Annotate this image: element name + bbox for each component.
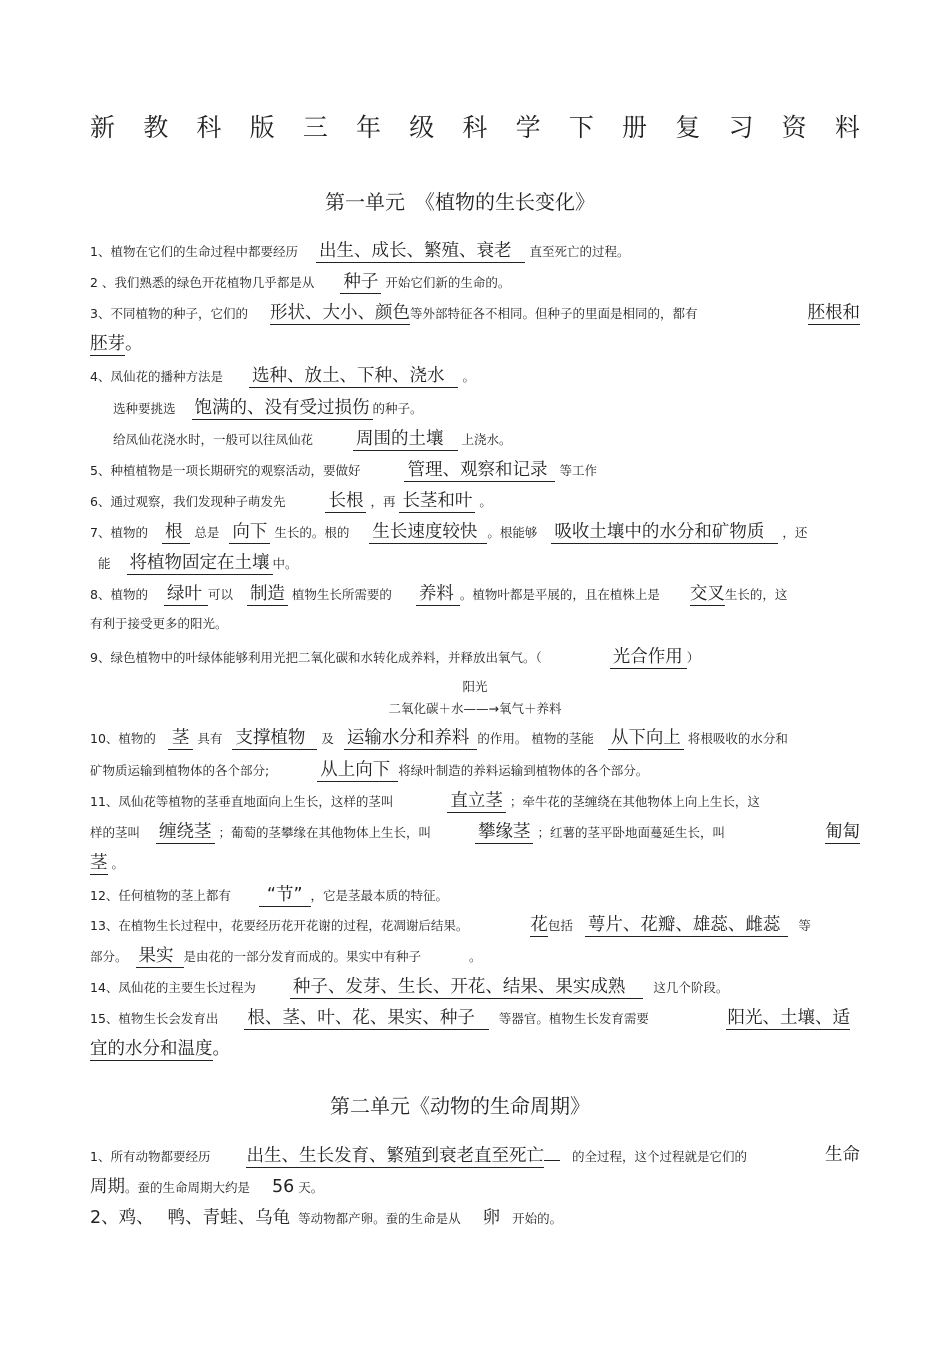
text: 开始的。 <box>512 1211 563 1226</box>
text: 选种要挑选 <box>113 401 176 416</box>
title-char: 料 <box>834 113 860 142</box>
answer-blank: 管理、观察和记录 <box>404 459 555 482</box>
title-char: 习 <box>728 113 754 142</box>
unit1-item-7 <box>90 521 807 544</box>
text: 11、凤仙花等植物的茎垂直地面向上生长，这样的茎叫 <box>90 794 394 809</box>
formula-condition: 阳光 <box>462 679 488 694</box>
text: 等 <box>798 918 811 933</box>
text: 这几个阶段。 <box>653 980 729 995</box>
text: 生长的，这 <box>724 587 788 602</box>
unit1-item-11 <box>90 790 760 813</box>
unit1-item-2 <box>90 271 510 294</box>
title-char: 级 <box>409 113 435 142</box>
text: 5、种植植物是一项长期研究的观察活动，要做好 <box>90 463 361 478</box>
answer-blank: 光合作用 <box>610 646 687 669</box>
text: 。 <box>125 334 143 354</box>
answer-blank: 支撑植物 <box>232 727 317 750</box>
text: 给凤仙花浇水时，一般可以往凤仙花 <box>113 432 314 447</box>
answer-blank: 胚根和 <box>807 303 860 323</box>
title-char: 学 <box>515 113 541 142</box>
unit1-item-14 <box>90 976 728 999</box>
text: 的种子。 <box>372 401 423 416</box>
text: 生长的。根的 <box>274 525 350 540</box>
text: ；红薯的茎平卧地面蔓延生长，叫 <box>537 825 725 840</box>
answer-blank: 选种、放土、下种、浇水 <box>249 365 459 388</box>
answer-blank: 宜的水分和温度 <box>90 1039 213 1059</box>
title-char: 科 <box>196 113 222 142</box>
answer-blank: 养料 <box>416 583 460 606</box>
text: 是由花的一部分发育而成的。果实中有种子 <box>183 949 422 964</box>
unit2-item-1-cont <box>90 1177 323 1198</box>
answer: 周期 <box>90 1177 125 1197</box>
unit1-item-11-cont <box>90 821 860 844</box>
answer-blank: 胚芽 <box>90 334 125 354</box>
text: 上浇水。 <box>461 432 512 447</box>
text: 部分。 <box>90 949 128 964</box>
answer-blank: 长根 <box>325 490 366 513</box>
text: 10、植物的 <box>90 731 156 746</box>
title-char: 下 <box>568 113 594 142</box>
unit1-item-1 <box>90 240 629 263</box>
answer-blank: 根 <box>162 521 191 544</box>
text: 6、通过观察，我们发现种子萌发先 <box>90 494 286 509</box>
answer-blank: “节” <box>259 884 311 907</box>
text: 13、在植物生长过程中，花要经历花开花谢的过程，花凋谢后结果。 <box>90 918 469 933</box>
title-char: 版 <box>249 113 275 142</box>
answer-blank: 匍匐 <box>825 822 860 842</box>
photosynthesis-formula: 二氧化碳＋水——→氧气＋养料 <box>388 701 562 716</box>
text: 2 、我们熟悉的绿色开花植物几乎都是从 <box>90 275 315 290</box>
text: 等动物都产卵。蚕的生命是从 <box>298 1211 461 1226</box>
answer-blank: 花 <box>530 915 548 935</box>
text: 。 <box>469 949 482 964</box>
text: ，再 <box>370 494 396 509</box>
text: 植物生长所需要的 <box>291 587 392 602</box>
answer: 生命 <box>825 1145 860 1165</box>
unit1-item-13 <box>90 914 811 937</box>
text: 。 <box>111 856 124 871</box>
text: 。 <box>212 1039 230 1059</box>
title-char: 三 <box>302 113 328 142</box>
text: 等器官。植物生长发育需要 <box>498 1011 649 1026</box>
answer-blank: 茎 <box>90 853 108 873</box>
text: 7、植物的 <box>90 525 148 540</box>
text: 4、凤仙花的播种方法是 <box>90 369 223 384</box>
unit1-item-10-cont <box>90 759 648 782</box>
answer-blank: 出生、生长发育、繁殖到衰老直至死亡 <box>246 1146 544 1166</box>
text: 具有 <box>197 731 223 746</box>
answer-blank: 缠绕茎 <box>156 821 215 844</box>
unit1-item-9 <box>90 646 699 669</box>
text: ） <box>686 650 700 665</box>
text: 的作用。 植物的茎能 <box>477 731 594 746</box>
unit1-item-5 <box>90 459 597 482</box>
text: 总是 <box>194 525 220 540</box>
title-char: 教 <box>143 113 169 142</box>
title-char: 科 <box>462 113 488 142</box>
title-char: 复 <box>675 113 701 142</box>
text: 。 <box>479 494 492 509</box>
answer-blank: 将植物固定在土壤 <box>127 552 273 575</box>
text: 开始它们新的生命的。 <box>385 275 511 290</box>
answer: 卵 <box>482 1208 501 1228</box>
unit1-item-8-cont <box>90 614 228 634</box>
text: 的全过程，这个过程就是它们的 <box>571 1149 747 1164</box>
answer-blank: 萼片、花瓣、雄蕊、雌蕊 <box>585 914 789 937</box>
answer-blank: 根、茎、叶、花、果实、种子 <box>244 1007 489 1030</box>
answer-blank: 种子 <box>340 271 381 294</box>
title-char: 资 <box>781 113 807 142</box>
answer-blank: 阳光、土壤、适 <box>727 1008 850 1028</box>
answer-blank: 从上向下 <box>317 759 398 782</box>
unit1-item-4-seed <box>113 397 423 420</box>
text: 天。 <box>298 1180 324 1195</box>
text: 2、鸡、 <box>90 1208 154 1228</box>
text: ，它是茎最本质的特征。 <box>310 888 449 903</box>
unit1-item-13-cont <box>90 945 482 968</box>
answer-blank: 运输水分和养料 <box>344 727 478 750</box>
answer-blank: 从下向上 <box>608 727 684 750</box>
unit1-heading: 第一单元 《植物的生长变化》 <box>325 190 595 214</box>
answer-blank: 制造 <box>247 583 288 606</box>
text: 及 <box>321 731 334 746</box>
text: 直至死亡的过程。 <box>529 244 630 259</box>
unit1-item-10 <box>90 727 788 750</box>
unit1-item-11-cont2 <box>90 852 124 875</box>
unit1-item-4 <box>90 365 475 388</box>
text: 将根吸收的水分和 <box>687 731 788 746</box>
text: ；葡萄的茎攀缘在其他物体上生长，叫 <box>218 825 431 840</box>
text: 1、所有动物都要经历 <box>90 1149 211 1164</box>
answer-blank: 长茎和叶 <box>399 490 475 513</box>
text: ，还 <box>782 525 808 540</box>
text: 1、植物在它们的生命过程中都要经历 <box>90 244 298 259</box>
answer: 鸭、青蛙、乌龟 <box>167 1208 291 1228</box>
text: 。根能够 <box>487 525 538 540</box>
answer-blank: 周围的土壤 <box>353 428 458 451</box>
text: 8、植物的 <box>90 587 148 602</box>
page-title <box>90 108 860 144</box>
answer: 56 <box>272 1177 295 1197</box>
text: 9、绿色植物中的叶绿体能够利用光把二氧化碳和水转化成养料，并释放出氧气。（ <box>90 650 542 665</box>
text: 可以 <box>207 587 233 602</box>
answer-blank: 向下 <box>229 521 270 544</box>
answer-blank: 吸收土壤中的水分和矿物质 <box>551 521 778 544</box>
answer-blank: 茎 <box>168 727 194 750</box>
text: 等外部特征各不相同。但种子的里面是相同的，都有 <box>409 306 698 321</box>
unit1-item-8 <box>90 583 787 606</box>
text: 。植物叶都是平展的，且在植株上是 <box>459 587 660 602</box>
unit2-item-2 <box>90 1208 562 1229</box>
text: 包括 <box>547 918 573 933</box>
text: 样的茎叫 <box>90 825 141 840</box>
title-char: 新 <box>90 113 116 142</box>
unit2-heading: 第二单元《动物的生命周期》 <box>330 1094 590 1118</box>
text: 有利于接受更多的阳光。 <box>90 616 228 631</box>
answer-blank: 攀缘茎 <box>475 821 534 844</box>
text: 3、不同植物的种子，它们的 <box>90 306 248 321</box>
text: 将绿叶制造的养料运输到植物体的各个部分。 <box>398 763 649 778</box>
unit1-item-6 <box>90 490 492 513</box>
text: 12、任何植物的茎上都有 <box>90 888 231 903</box>
text: 中。 <box>272 556 298 571</box>
answer-blank: 生长速度较快 <box>369 521 487 544</box>
text: 能 <box>98 556 111 571</box>
answer-blank: 种子、发芽、生长、开花、结果、果实成熟 <box>290 976 644 999</box>
text: 14、凤仙花的主要生长过程为 <box>90 980 256 995</box>
text: ；牵牛花的茎缠绕在其他物体上向上生长，这 <box>509 794 760 809</box>
answer-blank: 交叉 <box>689 584 725 604</box>
unit1-item-3-cont <box>90 333 143 356</box>
text: 等工作 <box>559 463 597 478</box>
title-char: 年 <box>356 113 382 142</box>
unit1-item-3 <box>90 302 860 325</box>
answer-blank: 绿叶 <box>164 583 208 606</box>
text: 。蚕的生命周期大约是 <box>125 1180 251 1195</box>
text: 15、植物生长会发育出 <box>90 1011 219 1026</box>
unit2-item-1 <box>90 1145 860 1168</box>
text: 。 <box>462 369 475 384</box>
unit1-item-7-cont <box>98 552 298 575</box>
blank-fill <box>544 1160 560 1161</box>
unit1-item-4-water <box>113 428 512 451</box>
title-char: 册 <box>622 113 648 142</box>
text: 矿物质运输到植物体的各个部分; <box>90 763 270 778</box>
unit1-item-12 <box>90 884 448 907</box>
answer-blank: 出生、成长、繁殖、衰老 <box>316 240 526 263</box>
unit1-item-15 <box>90 1007 860 1030</box>
answer-blank: 饱满的、没有受过损伤 <box>192 397 373 420</box>
answer-blank: 直立茎 <box>447 790 506 813</box>
answer-blank: 果实 <box>136 945 184 968</box>
unit1-item-15-cont <box>90 1038 230 1061</box>
answer-blank: 形状、大小、颜色 <box>269 303 410 323</box>
